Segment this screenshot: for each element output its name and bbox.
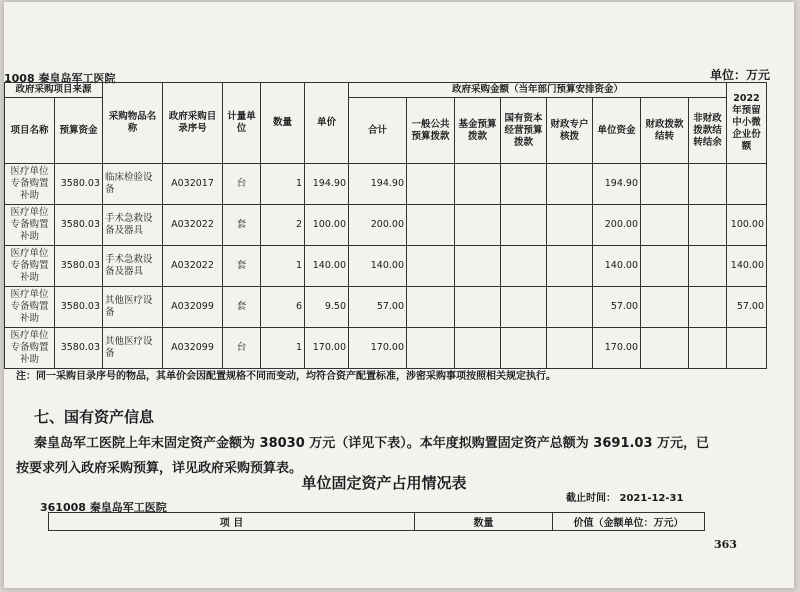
cell-empty bbox=[407, 164, 455, 205]
cell-catalog: A032099 bbox=[163, 328, 223, 369]
cell-empty bbox=[501, 287, 547, 328]
cell-empty bbox=[501, 328, 547, 369]
cell-price: 9.50 bbox=[305, 287, 349, 328]
cell-qty: 1 bbox=[261, 246, 305, 287]
cell-sme: 57.00 bbox=[727, 287, 767, 328]
table-row bbox=[5, 246, 767, 287]
cell-qty: 1 bbox=[261, 164, 305, 205]
cell-budget: 3580.03 bbox=[55, 164, 103, 205]
cell-price: 140.00 bbox=[305, 246, 349, 287]
cell-empty bbox=[547, 287, 593, 328]
header-qty: 数量 bbox=[261, 83, 305, 164]
cell-price: 194.90 bbox=[305, 164, 349, 205]
section-paragraph-2: 按要求列入政府采购预算，详见政府采购预算表。 bbox=[16, 461, 303, 476]
cell-qty: 1 bbox=[261, 328, 305, 369]
header-carry: 财政拨款结转 bbox=[641, 98, 689, 164]
header-special: 财政专户核拨 bbox=[547, 98, 593, 164]
cell-empty bbox=[689, 328, 727, 369]
cell-project: 医疗单位专备购置补助 bbox=[5, 164, 55, 205]
unit-label: 单位：万元 bbox=[709, 68, 770, 82]
table-row bbox=[5, 164, 767, 205]
section-title: 七、国有资产信息 bbox=[34, 408, 155, 426]
page-number: 363 bbox=[714, 538, 737, 551]
cell-empty bbox=[547, 328, 593, 369]
asset-header-item: 项 目 bbox=[49, 513, 415, 531]
header-unitfund: 单位资金 bbox=[593, 98, 641, 164]
header-total: 合计 bbox=[349, 98, 407, 164]
cell-empty bbox=[455, 205, 501, 246]
cell-unit: 套 bbox=[223, 287, 261, 328]
header-item: 采购物品名称 bbox=[103, 83, 163, 164]
document-page bbox=[4, 2, 794, 588]
cell-empty bbox=[407, 287, 455, 328]
cell-empty bbox=[641, 328, 689, 369]
cell-item: 手术急救设备及器具 bbox=[103, 205, 163, 246]
cell-total: 170.00 bbox=[349, 328, 407, 369]
cell-empty bbox=[455, 287, 501, 328]
cell-catalog: A032017 bbox=[163, 164, 223, 205]
header-noncarry: 非财政拨款结转结余 bbox=[689, 98, 727, 164]
cell-price: 100.00 bbox=[305, 205, 349, 246]
cell-qty: 2 bbox=[261, 205, 305, 246]
cell-unit: 台 bbox=[223, 328, 261, 369]
table-row bbox=[5, 328, 767, 369]
section-paragraph-1: 秦皇岛军工医院上年末固定资产金额为 38030 万元（详见下表）。本年度拟购置固定资产总额为 3691.03 万元，已 bbox=[34, 436, 710, 451]
asset-table-date: 截止时间： 2021-12-31 bbox=[566, 493, 684, 504]
header-fund: 基金预算拨款 bbox=[455, 98, 501, 164]
procurement-table bbox=[4, 82, 767, 369]
unit-name: 1008 秦皇岛军工医院 bbox=[4, 72, 116, 85]
header-budget: 预算资金 bbox=[55, 98, 103, 164]
table-note: 注：同一采购目录序号的物品，其单价会因配置规格不同而变动，均符合资产配置标准，涉密采购事项按照相关规定执行。 bbox=[16, 371, 556, 382]
cell-empty bbox=[455, 328, 501, 369]
table-row bbox=[5, 205, 767, 246]
cell-sme bbox=[727, 328, 767, 369]
cell-total: 57.00 bbox=[349, 287, 407, 328]
asset-header-value: 价值（金额单位：万元） bbox=[553, 513, 705, 531]
cell-unit: 台 bbox=[223, 164, 261, 205]
cell-total: 200.00 bbox=[349, 205, 407, 246]
cell-project: 医疗单位专备购置补助 bbox=[5, 287, 55, 328]
cell-empty bbox=[689, 246, 727, 287]
header-catalog: 政府采购目录序号 bbox=[163, 83, 223, 164]
asset-header-qty: 数量 bbox=[415, 513, 553, 531]
header-amount-group: 政府采购金额（当年部门预算安排资金） bbox=[349, 83, 727, 98]
cell-empty bbox=[407, 246, 455, 287]
cell-unitfund: 200.00 bbox=[593, 205, 641, 246]
cell-project: 医疗单位专备购置补助 bbox=[5, 328, 55, 369]
header-source: 政府采购项目来源 bbox=[5, 83, 103, 98]
cell-empty bbox=[689, 205, 727, 246]
asset-table-title: 单位固定资产占用情况表 bbox=[301, 474, 467, 492]
cell-sme: 140.00 bbox=[727, 246, 767, 287]
cell-price: 170.00 bbox=[305, 328, 349, 369]
cell-total: 194.90 bbox=[349, 164, 407, 205]
cell-empty bbox=[455, 164, 501, 205]
header-general: 一般公共预算拨款 bbox=[407, 98, 455, 164]
cell-empty bbox=[501, 164, 547, 205]
cell-budget: 3580.03 bbox=[55, 205, 103, 246]
cell-empty bbox=[547, 205, 593, 246]
header-sme: 2022 年预留中小微企业份额 bbox=[727, 83, 767, 164]
asset-table-unit: 361008 秦皇岛军工医院 bbox=[40, 501, 167, 514]
cell-project: 医疗单位专备购置补助 bbox=[5, 246, 55, 287]
cell-catalog: A032099 bbox=[163, 287, 223, 328]
table-row bbox=[5, 287, 767, 328]
header-price: 单价 bbox=[305, 83, 349, 164]
header-state: 国有资本经营预算拨款 bbox=[501, 98, 547, 164]
cell-empty bbox=[689, 287, 727, 328]
cell-unitfund: 57.00 bbox=[593, 287, 641, 328]
cell-catalog: A032022 bbox=[163, 205, 223, 246]
cell-qty: 6 bbox=[261, 287, 305, 328]
cell-catalog: A032022 bbox=[163, 246, 223, 287]
cell-unit: 套 bbox=[223, 246, 261, 287]
cell-empty bbox=[501, 246, 547, 287]
cell-unitfund: 194.90 bbox=[593, 164, 641, 205]
cell-budget: 3580.03 bbox=[55, 246, 103, 287]
cell-sme bbox=[727, 164, 767, 205]
cell-empty bbox=[641, 164, 689, 205]
cell-item: 临床检验设备 bbox=[103, 164, 163, 205]
cell-sme: 100.00 bbox=[727, 205, 767, 246]
cell-empty bbox=[641, 287, 689, 328]
cell-project: 医疗单位专备购置补助 bbox=[5, 205, 55, 246]
header-unit: 计量单位 bbox=[223, 83, 261, 164]
cell-budget: 3580.03 bbox=[55, 287, 103, 328]
cell-empty bbox=[547, 164, 593, 205]
cell-empty bbox=[455, 246, 501, 287]
cell-empty bbox=[641, 205, 689, 246]
cell-item: 手术急救设备及器具 bbox=[103, 246, 163, 287]
cell-empty bbox=[689, 164, 727, 205]
cell-empty bbox=[501, 205, 547, 246]
cell-item: 其他医疗设备 bbox=[103, 287, 163, 328]
cell-total: 140.00 bbox=[349, 246, 407, 287]
cell-unitfund: 170.00 bbox=[593, 328, 641, 369]
cell-empty bbox=[407, 328, 455, 369]
cell-empty bbox=[641, 246, 689, 287]
asset-table bbox=[48, 512, 705, 531]
cell-unit: 套 bbox=[223, 205, 261, 246]
cell-empty bbox=[547, 246, 593, 287]
cell-budget: 3580.03 bbox=[55, 328, 103, 369]
cell-unitfund: 140.00 bbox=[593, 246, 641, 287]
header-project: 项目名称 bbox=[5, 98, 55, 164]
cell-empty bbox=[407, 205, 455, 246]
cell-item: 其他医疗设备 bbox=[103, 328, 163, 369]
